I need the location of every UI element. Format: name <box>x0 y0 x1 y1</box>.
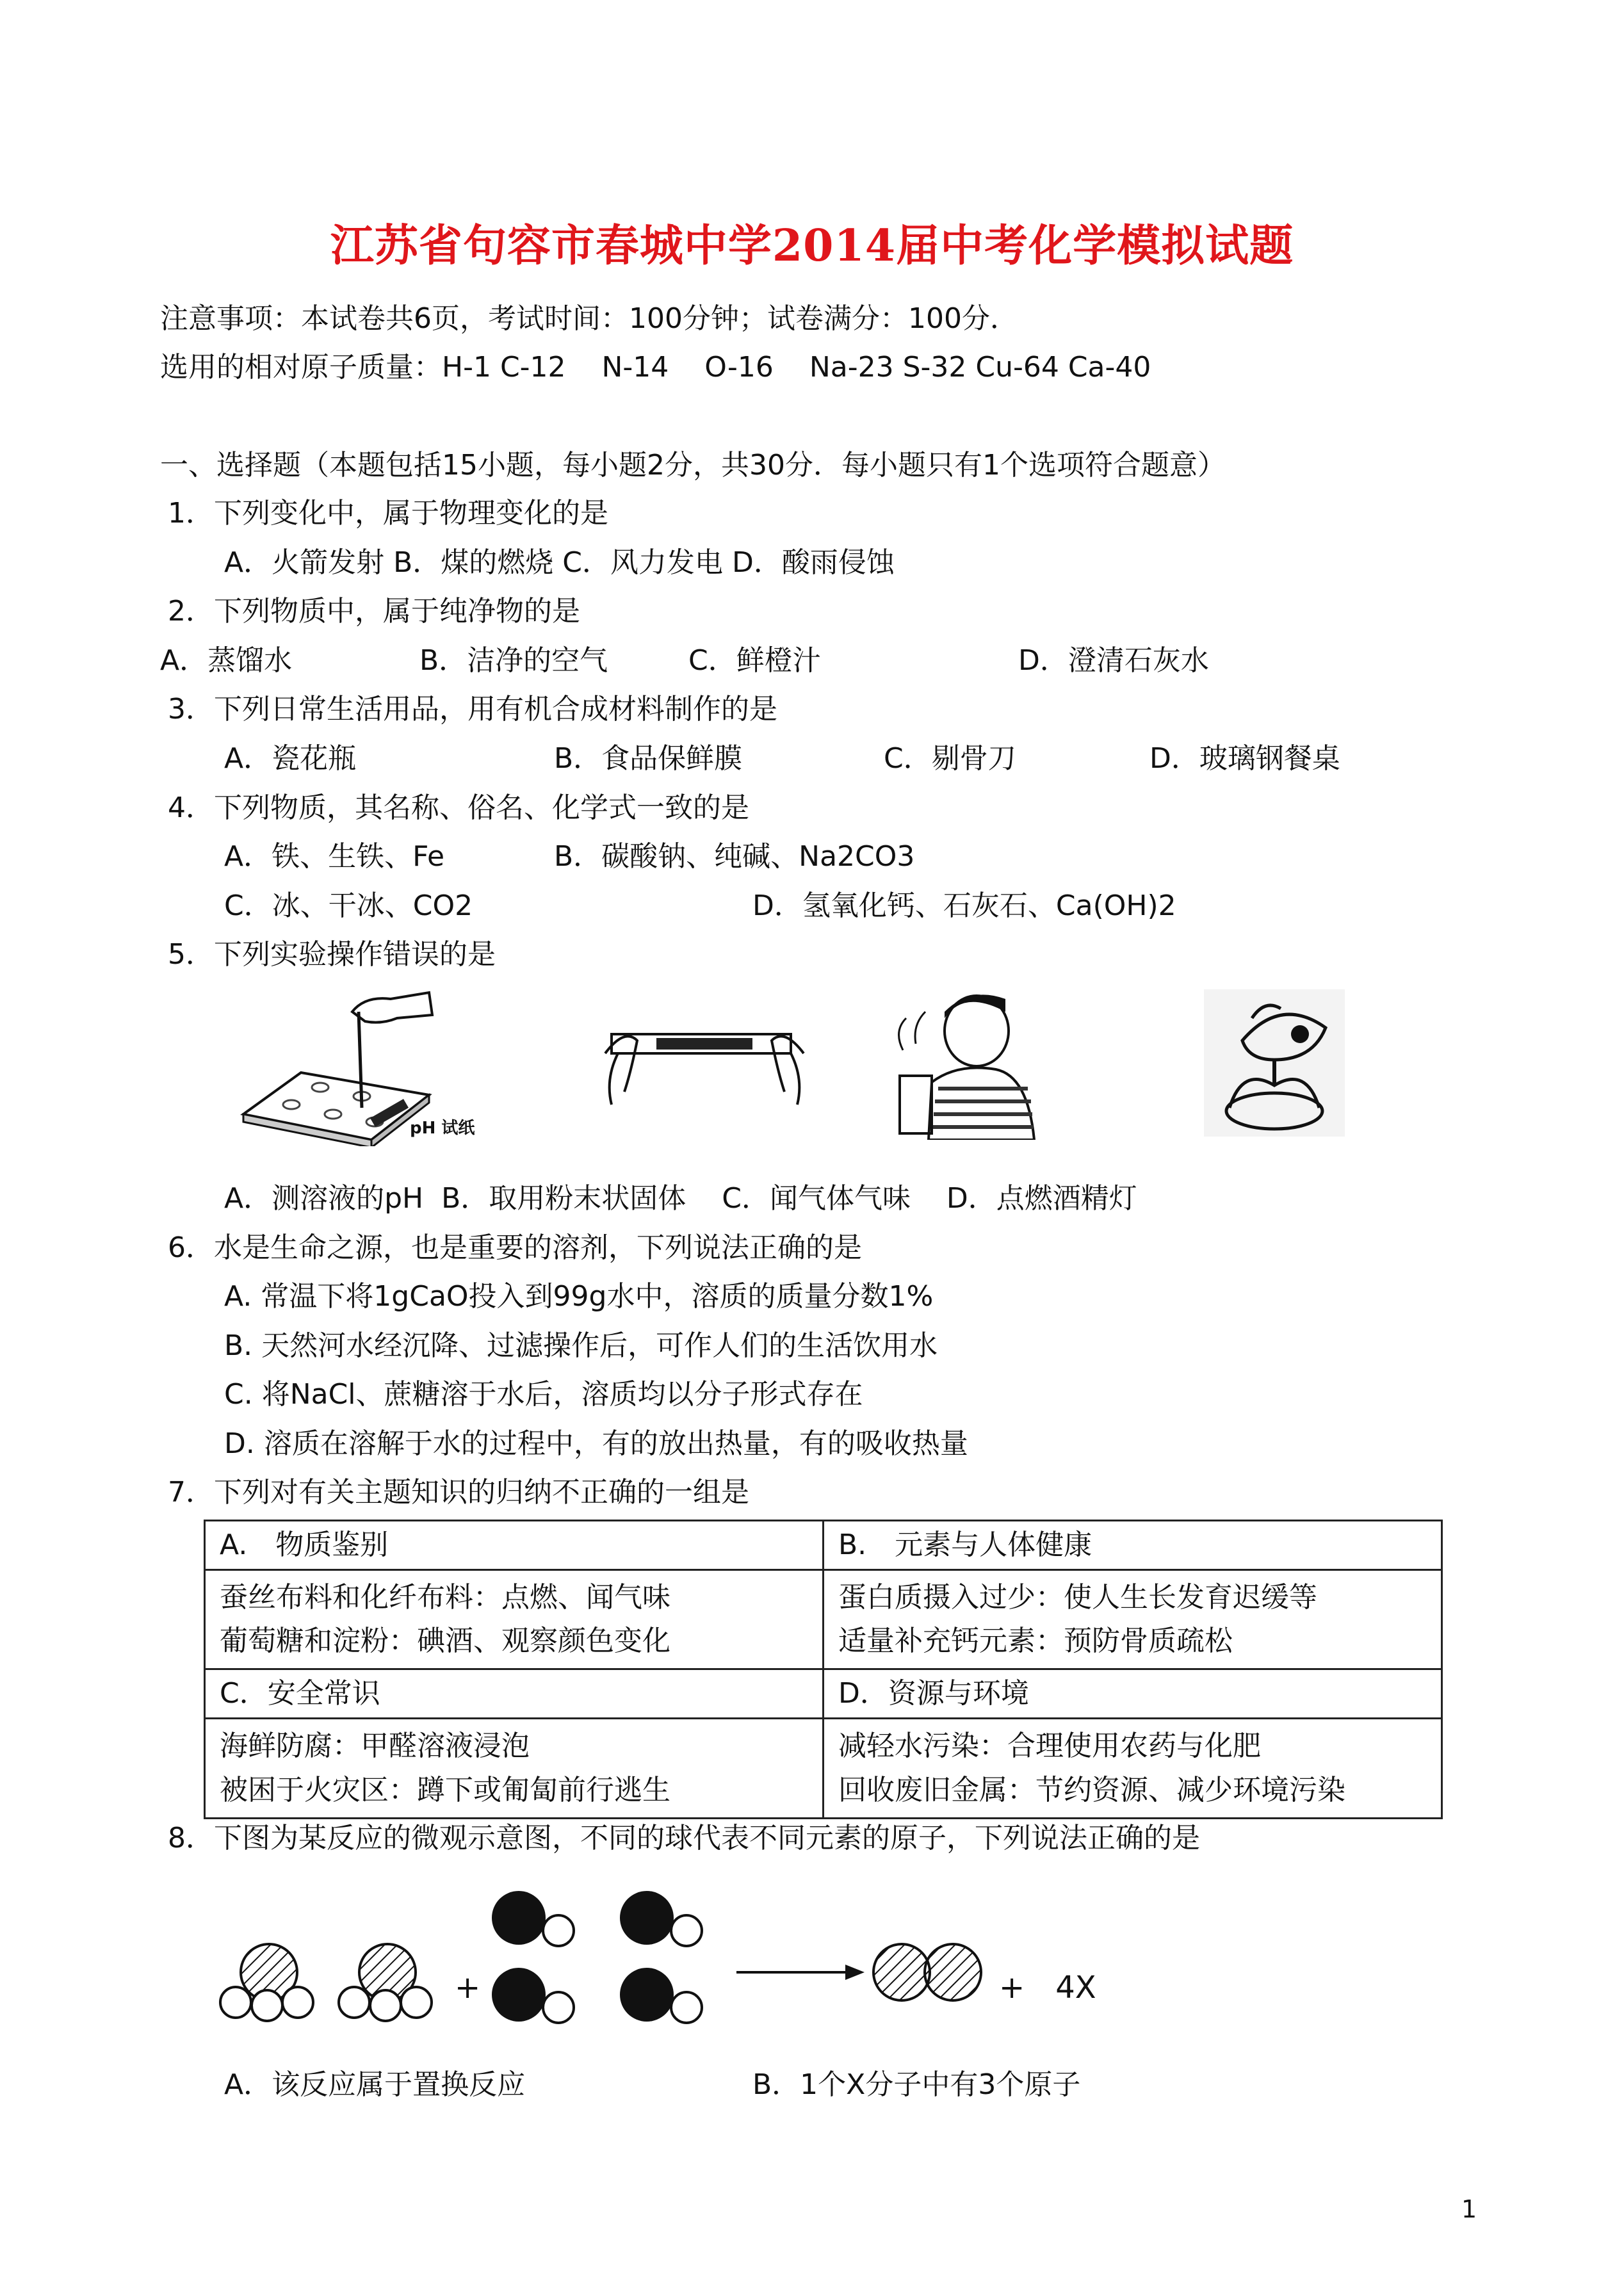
table-cell: B. 元素与人体健康 <box>824 1521 1442 1570</box>
product-molecule <box>873 1944 981 2000</box>
reactant-molecule <box>620 1891 702 1946</box>
alcohol-lamp-illustration <box>1204 989 1345 1137</box>
table-cell: 蚕丝布料和化纤布料：点燃、闻气味 葡萄糖和淀粉：碘酒、观察颜色变化 <box>205 1570 824 1669</box>
plus-sign: + <box>455 1970 481 2006</box>
reactant-molecule <box>492 1968 574 2023</box>
question-7-stem: 7．下列对有关主题知识的归纳不正确的一组是 <box>168 1476 749 1509</box>
ph-paper-label: pH 试纸 <box>410 1119 475 1138</box>
question-4-option-b: B．碳酸钠、纯碱、Na2CO3 <box>554 840 915 873</box>
question-2-option-a: A．蒸馏水 <box>160 644 293 677</box>
knowledge-summary-table <box>204 1520 1443 1819</box>
table-cell: A. 物质鉴别 <box>205 1521 824 1570</box>
table-row <box>205 1719 1442 1818</box>
question-1-stem: 1．下列变化中，属于物理变化的是 <box>168 497 608 530</box>
question-6-option-c: C. 将NaCl、蔗糖溶于水后，溶质均以分子形式存在 <box>224 1378 863 1411</box>
table-row <box>205 1521 1442 1570</box>
atomic-mass-list: 选用的相对原子质量：H-1 C-12 N-14 O-16 Na-23 S-32 Cu-64 Ca-40 <box>160 351 1151 384</box>
question-3-stem: 3．下列日常生活用品，用有机合成材料制作的是 <box>168 693 777 726</box>
reaction-arrow <box>736 1965 865 1980</box>
question-2-option-b: B．洁净的空气 <box>419 644 608 677</box>
question-4-option-d: D．氢氧化钙、石灰石、Ca(OH)2 <box>752 889 1176 922</box>
question-4-stem: 4．下列物质，其名称、俗名、化学式一致的是 <box>168 791 749 824</box>
question-1-options: A．火箭发射 B．煤的燃烧 C．风力发电 D．酸雨侵蚀 <box>224 546 895 579</box>
reactant-molecule <box>620 1968 702 2023</box>
question-2-option-d: D．澄清石灰水 <box>1018 644 1209 677</box>
table-row <box>205 1570 1442 1669</box>
reactant-molecule <box>339 1944 432 2021</box>
question-4-option-c: C．冰、干冰、CO2 <box>224 889 473 922</box>
section-heading: 一、选择题（本题包括15小题，每小题2分，共30分．每小题只有1个选项符合题意） <box>160 449 1226 482</box>
question-8-option-b: B．1个X分子中有3个原子 <box>752 2068 1081 2101</box>
powder-sampling-illustration <box>599 1015 810 1117</box>
reactant-molecule <box>220 1944 313 2021</box>
table-cell: C．安全常识 <box>205 1669 824 1719</box>
question-4-option-a: A．铁、生铁、Fe <box>224 840 445 873</box>
reactant-molecule <box>492 1891 574 1946</box>
question-6-option-b: B. 天然河水经沉降、过滤操作后，可作人们的生活饮用水 <box>224 1329 938 1362</box>
question-5-options: A．测溶液的pH B．取用粉末状固体 C．闻气体气味 D．点燃酒精灯 <box>224 1182 1137 1215</box>
question-6-option-a: A. 常温下将1gCaO投入到99g水中，溶质的质量分数1% <box>224 1280 934 1313</box>
question-3-option-d: D．玻璃钢餐桌 <box>1149 742 1340 775</box>
question-6-stem: 6．水是生命之源，也是重要的溶剂，下列说法正确的是 <box>168 1231 862 1264</box>
page-title: 江苏省句容市春城中学2014届中考化学模拟试题 <box>330 220 1294 272</box>
question-2-option-c: C．鲜橙汁 <box>688 644 821 677</box>
question-3-option-b: B．食品保鲜膜 <box>554 742 743 775</box>
reaction-diagram <box>205 1883 1165 2049</box>
exam-notice: 注意事项：本试卷共6页，考试时间：100分钟；试卷满分：100分． <box>160 302 1018 335</box>
question-8-stem: 8．下图为某反应的微观示意图，不同的球代表不同元素的原子，下列说法正确的是 <box>168 1822 1200 1854</box>
question-6-option-d: D. 溶质在溶解于水的过程中，有的放出热量，有的吸收热量 <box>224 1427 968 1460</box>
table-cell: 减轻水污染：合理使用农药与化肥 回收废旧金属：节约资源、减少环境污染 <box>824 1719 1442 1818</box>
table-cell: 蛋白质摄入过少：使人生长发育迟缓等 适量补充钙元素：预防骨质疏松 <box>824 1570 1442 1669</box>
table-cell: D．资源与环境 <box>824 1669 1442 1719</box>
table-cell: 海鲜防腐：甲醛溶液浸泡 被困于火灾区：蹲下或匍匐前行逃生 <box>205 1719 824 1818</box>
product-x-label: + 4X <box>999 1970 1096 2006</box>
question-3-option-a: A．瓷花瓶 <box>224 742 357 775</box>
question-2-stem: 2．下列物质中，属于纯净物的是 <box>168 595 580 628</box>
question-5-stem: 5．下列实验操作错误的是 <box>168 938 496 971</box>
question-3-option-c: C．剔骨刀 <box>884 742 1016 775</box>
smelling-gas-illustration <box>868 986 1060 1140</box>
page-number: 1 <box>1461 2195 1477 2223</box>
question-8-option-a: A．该反应属于置换反应 <box>224 2068 526 2101</box>
table-row <box>205 1669 1442 1719</box>
